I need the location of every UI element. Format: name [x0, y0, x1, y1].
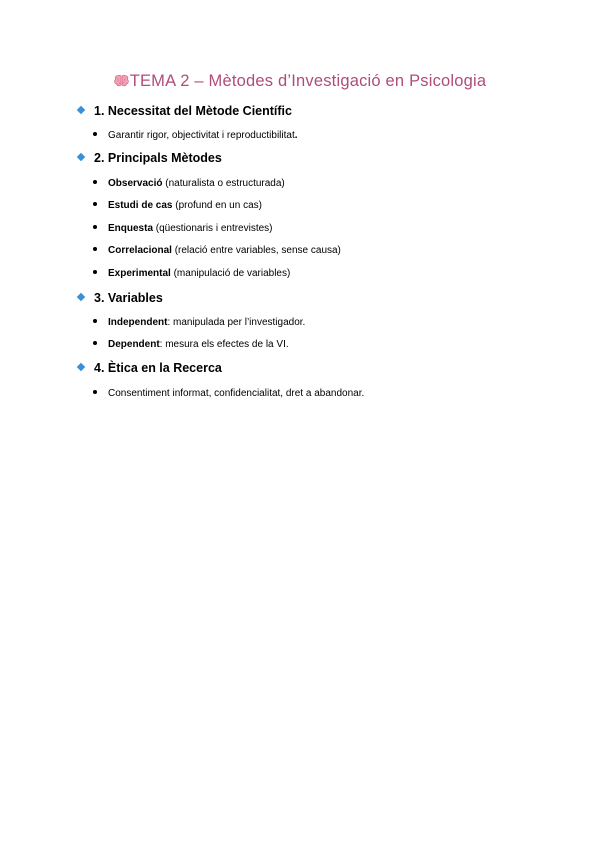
section-heading-1: 1. Necessitat del Mètode Científic [78, 104, 292, 118]
brain-icon [114, 74, 129, 87]
list-item: Consentiment informat, confidencialitat, dret a abandonar. [93, 388, 364, 399]
bullet-dot-icon [93, 270, 97, 274]
list-item: Dependent: mesura els efectes de la VI. [93, 339, 289, 350]
bullet-dot-icon [93, 247, 97, 251]
list-item: Experimental (manipulació de variables) [93, 268, 290, 279]
list-item: Enquesta (qüestionaris i entrevistes) [93, 223, 273, 234]
list-item: Garantir rigor, objectivitat i reproductibilitat. [93, 130, 298, 141]
bullet-dot-icon [93, 132, 97, 136]
diamond-bullet-icon [77, 363, 85, 371]
bullet-dot-icon [93, 225, 97, 229]
bullet-dot-icon [93, 390, 97, 394]
page-title [0, 72, 600, 91]
list-item: Estudi de cas (profund en un cas) [93, 200, 262, 211]
diamond-bullet-icon [77, 153, 85, 161]
list-item: Observació (naturalista o estructurada) [93, 178, 285, 189]
diamond-bullet-icon [77, 293, 85, 301]
section-heading-4: 4. Ètica en la Recerca [78, 361, 222, 375]
section-heading-3: 3. Variables [78, 291, 163, 305]
bullet-dot-icon [93, 180, 97, 184]
bullet-dot-icon [93, 202, 97, 206]
diamond-bullet-icon [77, 106, 85, 114]
bullet-dot-icon [93, 319, 97, 323]
section-heading-2: 2. Principals Mètodes [78, 151, 222, 165]
bullet-dot-icon [93, 341, 97, 345]
title-text: TEMA 2 – Mètodes d’Investigació en Psicologia [129, 72, 487, 90]
list-item: Correlacional (relació entre variables, sense causa) [93, 245, 341, 256]
list-item: Independent: manipulada per l’investigador. [93, 317, 305, 328]
